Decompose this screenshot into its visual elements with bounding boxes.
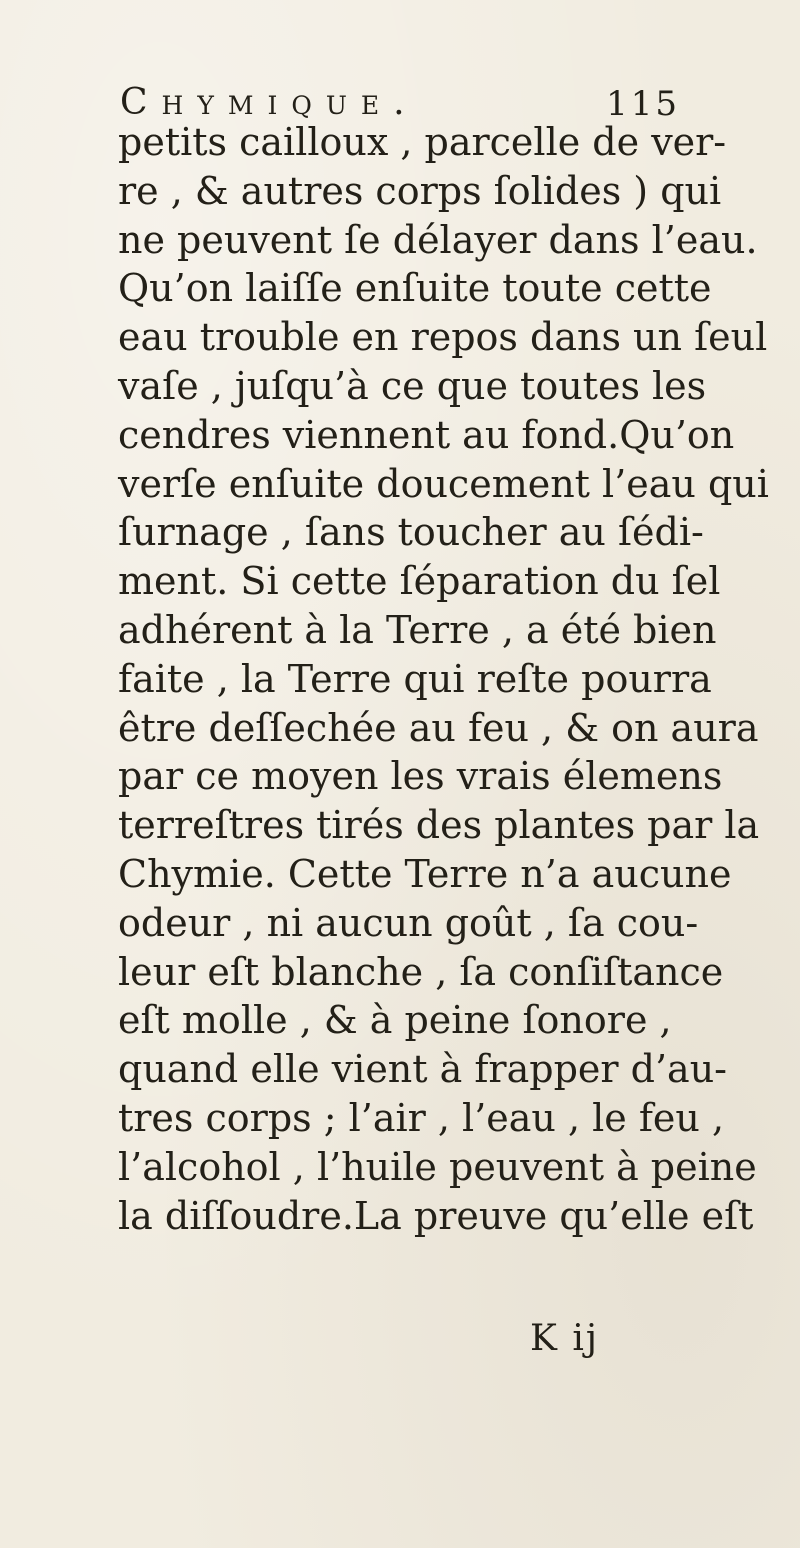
text-line: re , & autres corps ſolides ) qui bbox=[118, 168, 722, 213]
running-title: Chymique. bbox=[120, 82, 419, 123]
text-line: la diſſoudre.La preuve qu’elle eſt bbox=[118, 1193, 754, 1238]
text-line: ment. Si cette ſéparation du ſel bbox=[118, 559, 721, 604]
text-line: leur eſt blanche , ſa conſiſtance bbox=[118, 949, 724, 994]
text-line: être deſſechée au feu , & on aura bbox=[118, 705, 759, 750]
text-line: verſe enſuite doucement l’eau qui bbox=[118, 461, 769, 506]
text-line: ne peuvent ſe délayer dans l’eau. bbox=[118, 217, 758, 262]
text-line: eau trouble en repos dans un ſeul bbox=[118, 315, 768, 360]
text-line: eſt molle , & à peine ſonore , bbox=[118, 998, 672, 1043]
text-line: petits cailloux , parcelle de ver- bbox=[118, 120, 727, 164]
text-line: Qu’on laiſſe enſuite toute cette bbox=[118, 266, 712, 311]
page-number: 115 bbox=[606, 84, 680, 124]
text-line: terreſtres tirés des plantes par la bbox=[118, 803, 760, 848]
text-line: Chymie. Cette Terre n’a aucune bbox=[118, 851, 732, 896]
signature-mark: K ij bbox=[530, 1318, 600, 1359]
text-line: odeur , ni aucun goût , ſa cou- bbox=[118, 900, 699, 945]
text-line: faite , la Terre qui reſte pourra bbox=[118, 656, 712, 701]
body-text bbox=[118, 118, 769, 1240]
text-line: l’alcohol , l’huile peuvent à peine bbox=[118, 1144, 757, 1189]
text-line: quand elle vient à frapper d’au- bbox=[118, 1047, 728, 1092]
text-line: tres corps ; l’air , l’eau , le feu , bbox=[118, 1095, 725, 1140]
text-line: vaſe , juſqu’à ce que toutes les bbox=[118, 363, 707, 408]
text-line: ſurnage , ſans toucher au ſédi- bbox=[118, 510, 704, 555]
text-line: par ce moyen les vrais élemens bbox=[118, 754, 723, 799]
text-line: adhérent à la Terre , a été bien bbox=[118, 607, 717, 652]
text-line: cendres viennent au fond.Qu’on bbox=[118, 412, 735, 457]
